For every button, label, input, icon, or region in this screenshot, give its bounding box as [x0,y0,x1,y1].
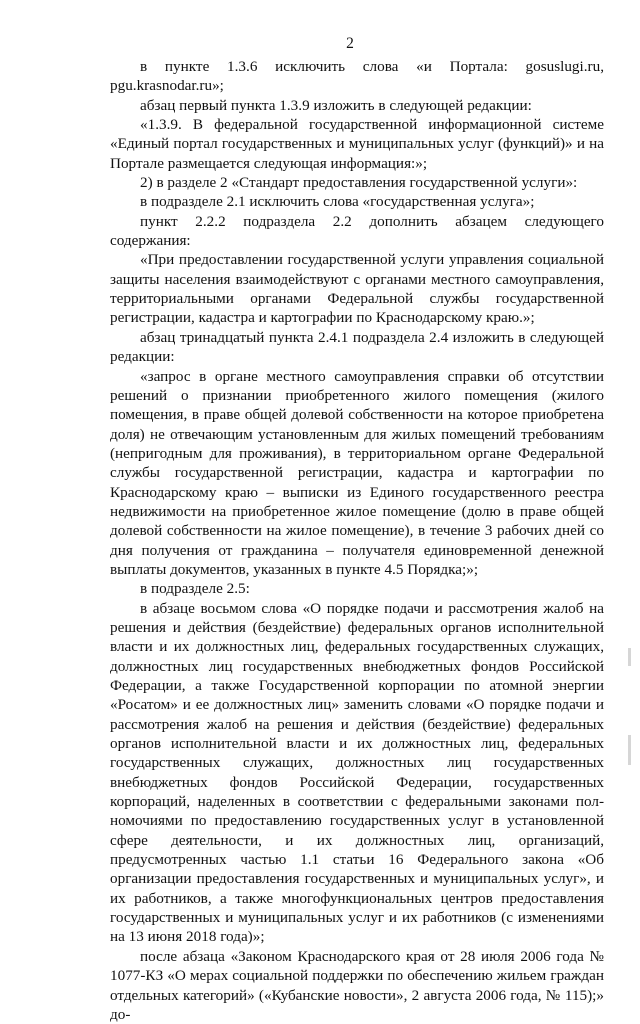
paragraph-1: в пункте 1.3.6 исключить слова «и Портала: gosuslugi.ru, pgu.krasnodar.ru»; [110,58,604,95]
paragraph-3: «1.3.9. В федеральной государственной информационной системе «Единый портал государственных и муниципальных услуг (функций)» и на Портале размещается следующая информация:»; [110,116,604,172]
paragraph-5: в подразделе 2.1 исключить слова «государственная услуга»; [140,193,535,211]
paragraph-10: в подразделе 2.5: [140,580,250,598]
page-number: 2 [346,35,354,52]
scan-edge-mark [628,735,631,765]
scan-edge-mark [628,648,631,666]
document-body [110,57,604,1024]
paragraph-6: пункт 2.2.2 подраздела 2.2 дополнить абзацем следующего содержания: [110,212,604,250]
paragraph-9: «запрос в органе местного самоуправления справки об отсутствии решений о признании приобретенного жилого помещения (жилого помещения, в праве общей долевой собственности на которое приобретена доля) не отвечающим установленным для жилых помещений требованиям (непригодным для проживания), в территориальном органе Федеральной службы государственной регистрации, кадастра и картографии по Краснодарскому краю – выписки из Единого государственного реестра недвижимости на приобретенное жилое помещение (долю в праве общей долевой собственности на жилое помещение), в течение 3 рабочих дней со дня получения от гражданина – получателя единовременной денежной выплаты документов, указанных в пункте 4.5 Порядка;»; [110,367,604,578]
paragraph-2: абзац первый пункта 1.3.9 изложить в следующей редакции: [140,96,532,114]
paragraph-11: в абзаце восьмом слова «О порядке подачи и рассмотрения жалоб на решения и действия (бездействие) федеральных органов исполнительной власти и их должностных лиц, федеральных государственных служащих, должностных лиц государственных внебюджетных фондов Российской Федерации, а также Государственной корпорации по атомной энергии «Росатом» и ее должностных лиц» заменить словами «О порядке подачи и рассмотрения жалоб на решения и действия (бездействие) федеральных органов исполнительной власти и их должностных лиц, федеральных государственных служащих, должностных лиц государственных внебюджетных фондов Российской Федерации, государственных корпораций, наделенных в соответствии с федеральными законами полномочиями по предоставлению государственных услуг в установленной сфере деятельности, и их должностных лиц, организаций, предусмотренных частью 1.1 статьи 16 Федерального закона «Об организации предоставления государственных и муниципальных услуг», и их работников, а также многофункциональных центров предоставления государственных и муниципальных услуг и их работников (с изменениями на 13 июня 2018 года)»; [110,599,604,946]
paragraph-7: «При предоставлении государственной услуги управления социальной защиты населения взаимодействуют с органами местного самоуправления, территориальными органами Федеральной службы государственной регистрации, кадастра и картографии по Краснодарскому краю.»; [110,251,604,327]
paragraph-8: абзац тринадцатый пункта 2.4.1 подраздела 2.4 изложить в следующей редакции: [110,328,604,366]
paragraph-12: после абзаца «Законом Краснодарского края от 28 июля 2006 года № 1077-КЗ «О мерах социальной поддержки по обеспечению жильем граждан отдельных категорий» («Кубанские новости», 2 августа 2006 года, № 115);» до- [110,947,604,1023]
paragraph-4: 2) в разделе 2 «Стандарт предоставления государственной услуги»: [140,174,578,192]
